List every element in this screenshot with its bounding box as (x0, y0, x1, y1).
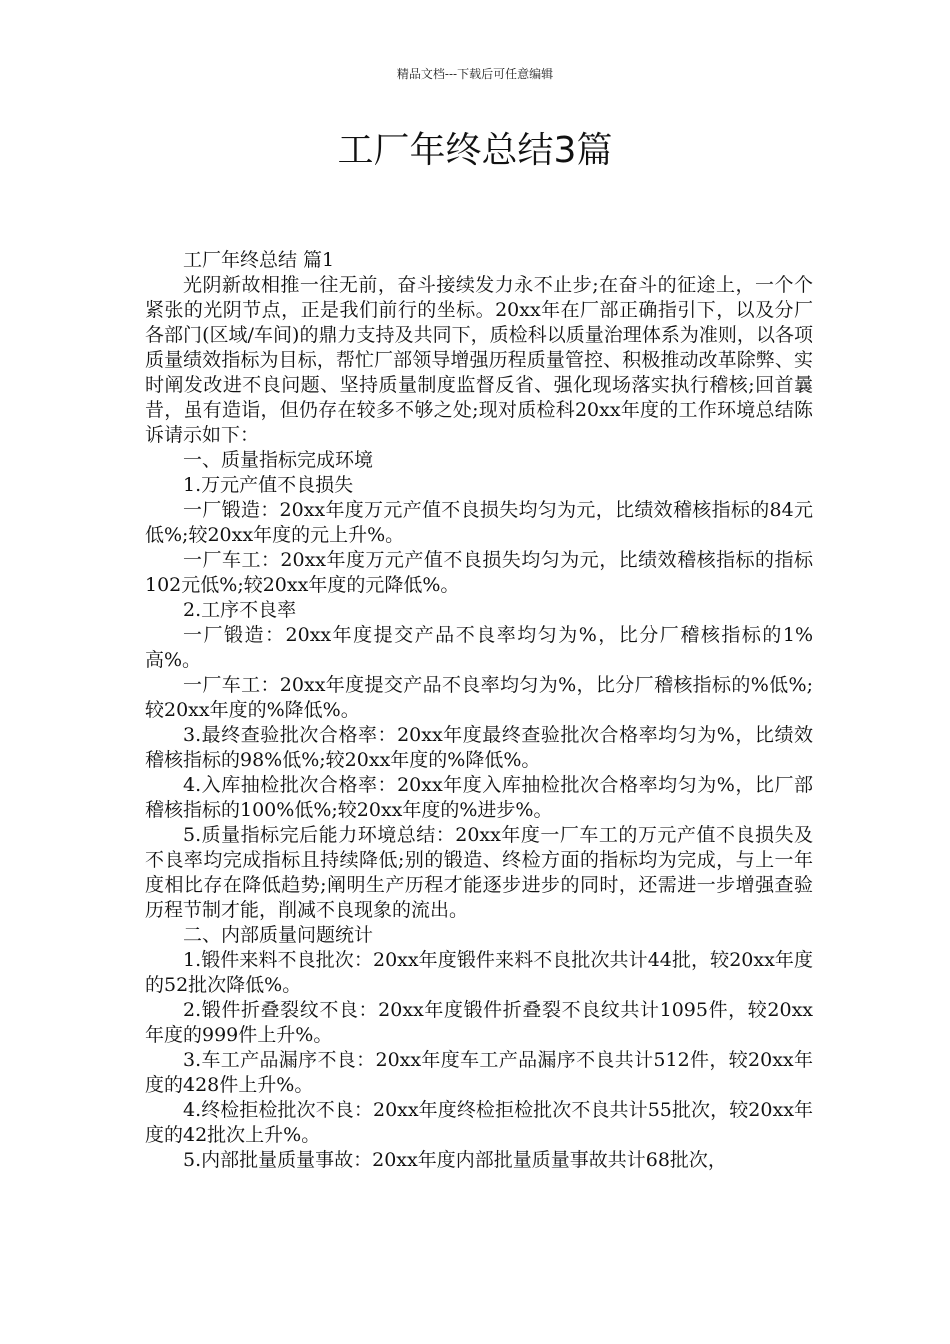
paragraph: 2.锻件折叠裂纹不良：20xx年度锻件折叠裂不良纹共计1095件，较20xx年度的999件上升%。 (145, 999, 813, 1046)
paragraph: 光阴新故相推一往无前，奋斗接续发力永不止步;在奋斗的征途上，一个个紧张的光阴节点，正是我们前行的坐标。20xx年在厂部正确指引下，以及分厂各部门(区域/车间)的鼎力支持及共同下，质检科以质量治理体系为准则，以各项质量绩效指标为目标，帮忙厂部领导增强历程质量管控、积极推动改革除弊、实时阐发改进不良问题、坚持质量制度监督反省、强化现场落实执行稽核;回首曩昔，虽有造诣，但仍存在较多不够之处;现对质检科20xx年度的工作环境总结陈诉请示如下： (145, 274, 813, 446)
subheading: 1.万元产值不良损失 (183, 474, 354, 496)
paragraph: 3.车工产品漏序不良：20xx年度车工产品漏序不良共计512件，较20xx年度的428件上升%。 (145, 1049, 813, 1096)
paragraph: 一厂车工：20xx年度提交产品不良率均匀为%，比分厂稽核指标的%低%;较20xx年度的%降低%。 (145, 674, 813, 721)
paragraph: 1.锻件来料不良批次：20xx年度锻件来料不良批次共计44批，较20xx年度的52批次降低%。 (145, 949, 813, 996)
paragraph: 3.最终查验批次合格率：20xx年度最终查验批次合格率均匀为%，比绩效稽核指标的98%低%;较20xx年度的%降低%。 (145, 724, 813, 771)
paragraph: 一厂车工：20xx年度万元产值不良损失均匀为元，比绩效稽核指标的指标102元低%;较20xx年度的元降低%。 (145, 549, 813, 596)
subheading: 2.工序不良率 (183, 599, 297, 621)
paragraph: 一厂锻造：20xx年度提交产品不良率均匀为%，比分厂稽核指标的1%高%。 (145, 624, 813, 671)
section-heading: 二、内部质量问题统计 (183, 924, 374, 946)
document-body (145, 248, 813, 1173)
paragraph: 4.终检拒检批次不良：20xx年度终检拒检批次不良共计55批次，较20xx年度的42批次上升%。 (145, 1099, 813, 1146)
paragraph: 一厂锻造：20xx年度万元产值不良损失均匀为元，比绩效稽核指标的84元低%;较20xx年度的元上升%。 (145, 499, 813, 546)
document-title: 工厂年终总结3篇 (337, 130, 613, 171)
paragraph: 5.质量指标完后能力环境总结：20xx年度一厂车工的万元产值不良损失及不良率均完成指标且持续降低;别的锻造、终检方面的指标均为完成，与上一年度相比存在降低趋势;阐明生产历程才能逐步进步的同时，还需进一步增强查验历程节制才能，削减不良现象的流出。 (145, 824, 813, 921)
section-heading: 一、质量指标完成环境 (183, 449, 374, 471)
paragraph: 4.入库抽检批次合格率：20xx年度入库抽检批次合格率均匀为%，比厂部稽核指标的100%低%;较20xx年度的%进步%。 (145, 774, 813, 821)
page-header: 精品文档---下载后可任意编辑 (396, 67, 554, 81)
paragraph: 5.内部批量质量事故：20xx年度内部批量质量事故共计68批次， (183, 1149, 727, 1171)
section-heading: 工厂年终总结 篇1 (183, 249, 335, 271)
